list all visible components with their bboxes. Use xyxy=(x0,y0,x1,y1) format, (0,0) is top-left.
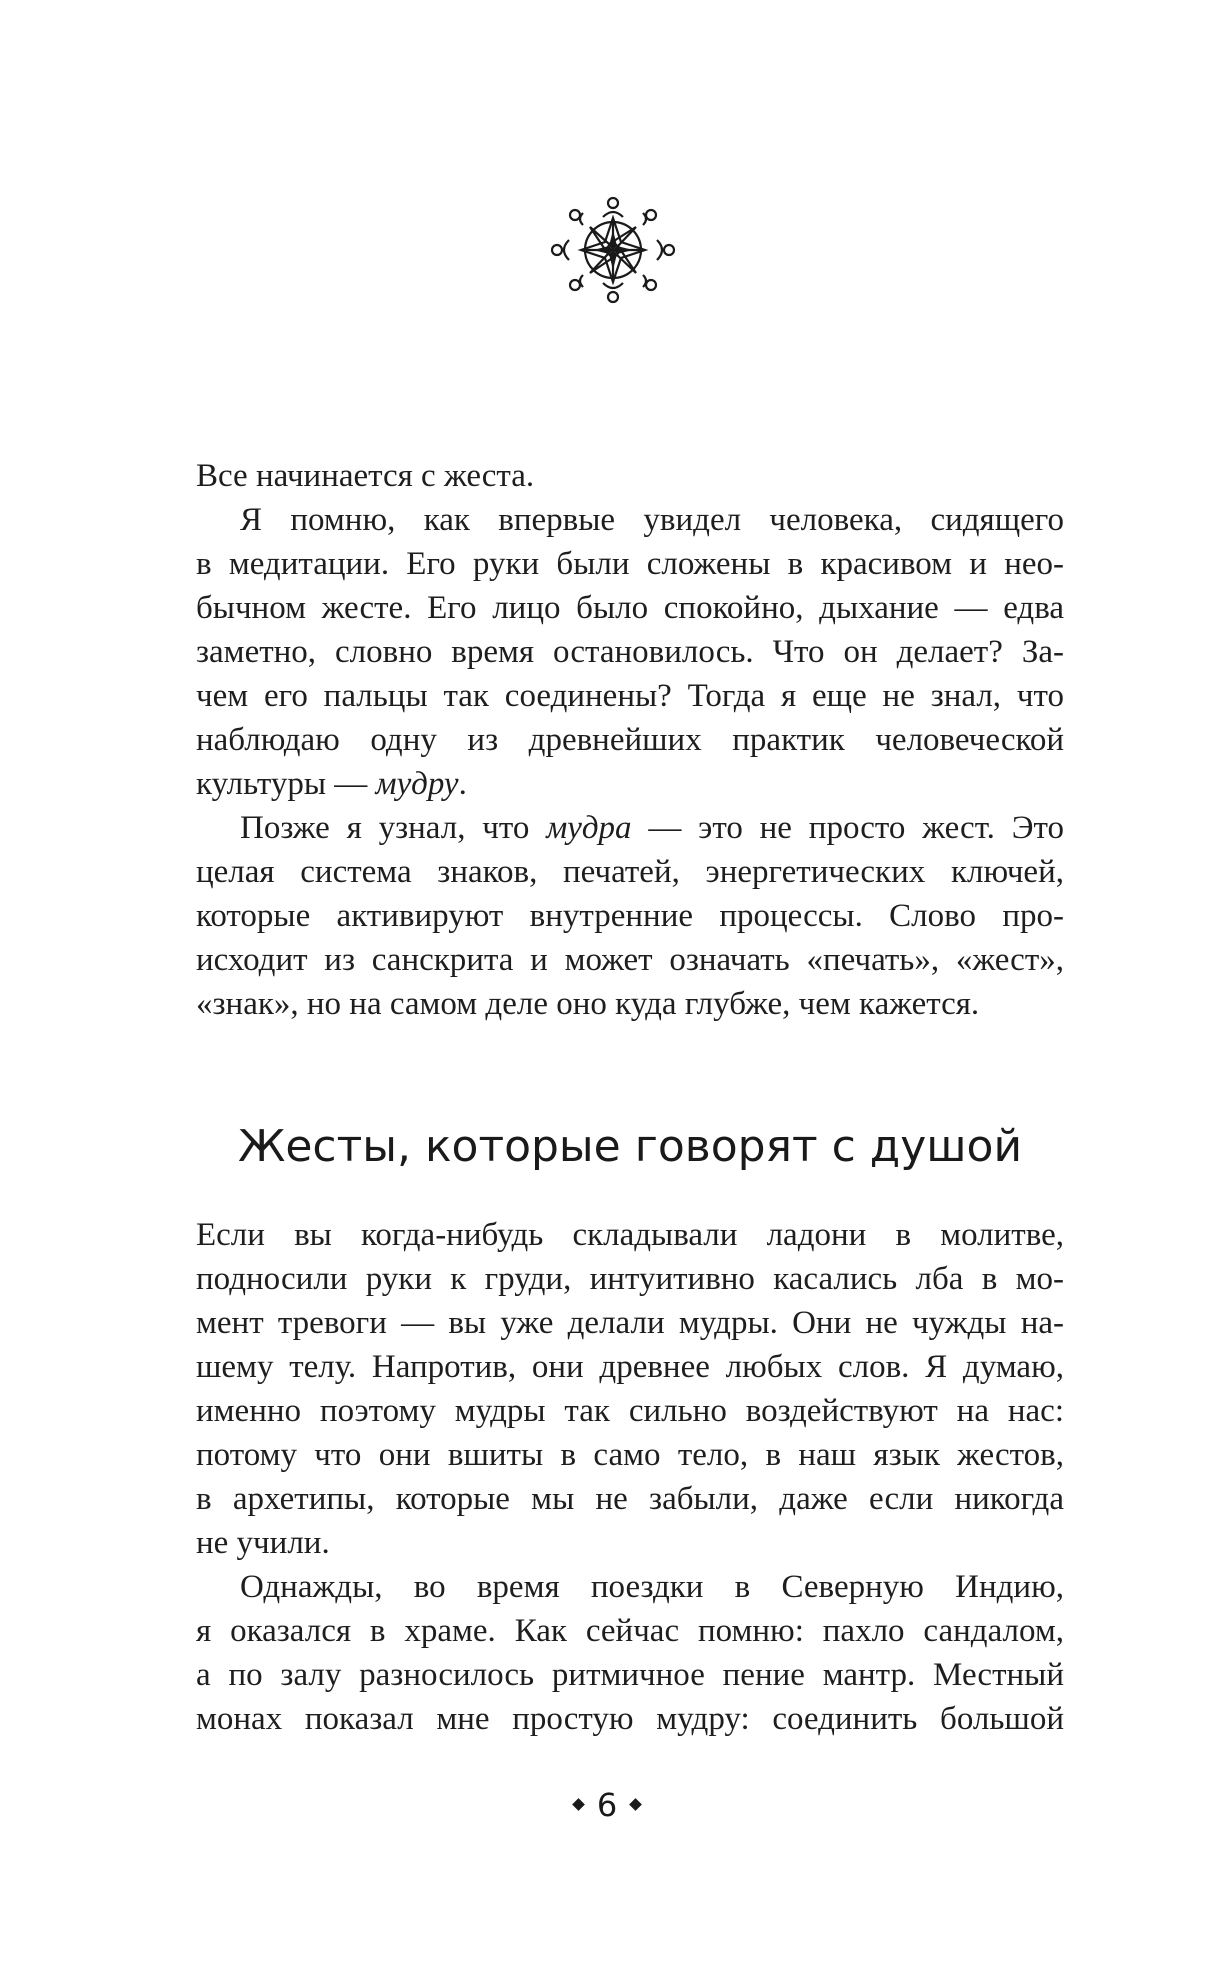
paragraph xyxy=(196,806,1064,1026)
text-line: Если вы когда-нибудь складывали ладони в молитве, xyxy=(196,1217,1064,1253)
mandala-ornament-icon xyxy=(547,195,679,305)
text-line: наблюдаю одну из древнейших практик человеческой xyxy=(196,722,1064,758)
paragraph xyxy=(196,1565,1064,1741)
page-footer xyxy=(0,1785,1214,1825)
text-line: «знак», но на самом деле оно куда глубже, чем кажется. xyxy=(196,986,980,1022)
text-line: Однажды, во время поездки в Северную Индию, xyxy=(240,1569,1064,1605)
text-run: культуры — xyxy=(196,766,376,802)
text-line: бычном жесте. Его лицо было спокойно, дыхание — едва xyxy=(196,590,1064,626)
text-line: подносили руки к груди, интуитивно касались лба в мо- xyxy=(196,1261,1064,1297)
body-text-top xyxy=(196,454,1064,1026)
text-run: . xyxy=(458,766,467,802)
text-line: именно поэтому мудры так сильно воздействуют на нас: xyxy=(196,1393,1064,1429)
text-run: — это не просто жест. Это xyxy=(631,810,1064,846)
text-line: заметно, словно время остановилось. Что он делает? За- xyxy=(196,634,1064,670)
text-line: я оказался в храме. Как сейчас помню: пахло сандалом, xyxy=(196,1613,1064,1649)
opening-line xyxy=(196,454,1064,498)
italic-term: мудра xyxy=(546,810,632,846)
text-line: Я помню, как впервые увидел человека, сидящего xyxy=(240,502,1064,538)
text-line: в архетипы, которые мы не забыли, даже если никогда xyxy=(196,1481,1064,1517)
text-line xyxy=(196,762,1064,806)
text-line: исходит из санскрита и может означать «печать», «жест», xyxy=(196,942,1064,978)
paragraph xyxy=(196,498,1064,806)
text-line: потому что они вшиты в само тело, в наш язык жестов, xyxy=(196,1437,1064,1473)
text-line: Все начинается с жеста. xyxy=(196,458,535,494)
text-line: которые активируют внутренние процессы. Слово про- xyxy=(196,898,1064,934)
text-line: в медитации. Его руки были сложены в красивом и нео- xyxy=(196,546,1064,582)
text-line: а по залу разносилось ритмичное пение мантр. Местный xyxy=(196,1657,1064,1693)
italic-term: мудру xyxy=(375,766,459,802)
text-line: мент тревоги — вы уже делали мудры. Они не чужды на- xyxy=(196,1305,1064,1341)
text-line: целая система знаков, печатей, энергетических ключей, xyxy=(196,854,1064,890)
text-line xyxy=(196,806,1064,850)
text-line: шему телу. Напротив, они древнее любых слов. Я думаю, xyxy=(196,1349,1064,1385)
section-heading: Жесты, которые говорят с душой xyxy=(237,1121,1023,1172)
page-number: 6 xyxy=(596,1786,618,1824)
diamond-icon xyxy=(629,1798,642,1811)
paragraph xyxy=(196,1213,1064,1565)
text-run: Позже я узнал, что xyxy=(240,810,547,846)
text-line: монах показал мне простую мудру: соединить большой xyxy=(196,1701,1064,1737)
body-text-bottom xyxy=(196,1213,1064,1741)
text-line: не учили. xyxy=(196,1525,330,1561)
text-line: чем его пальцы так соединены? Тогда я еще не знал, что xyxy=(196,678,1064,714)
diamond-icon xyxy=(572,1798,585,1811)
